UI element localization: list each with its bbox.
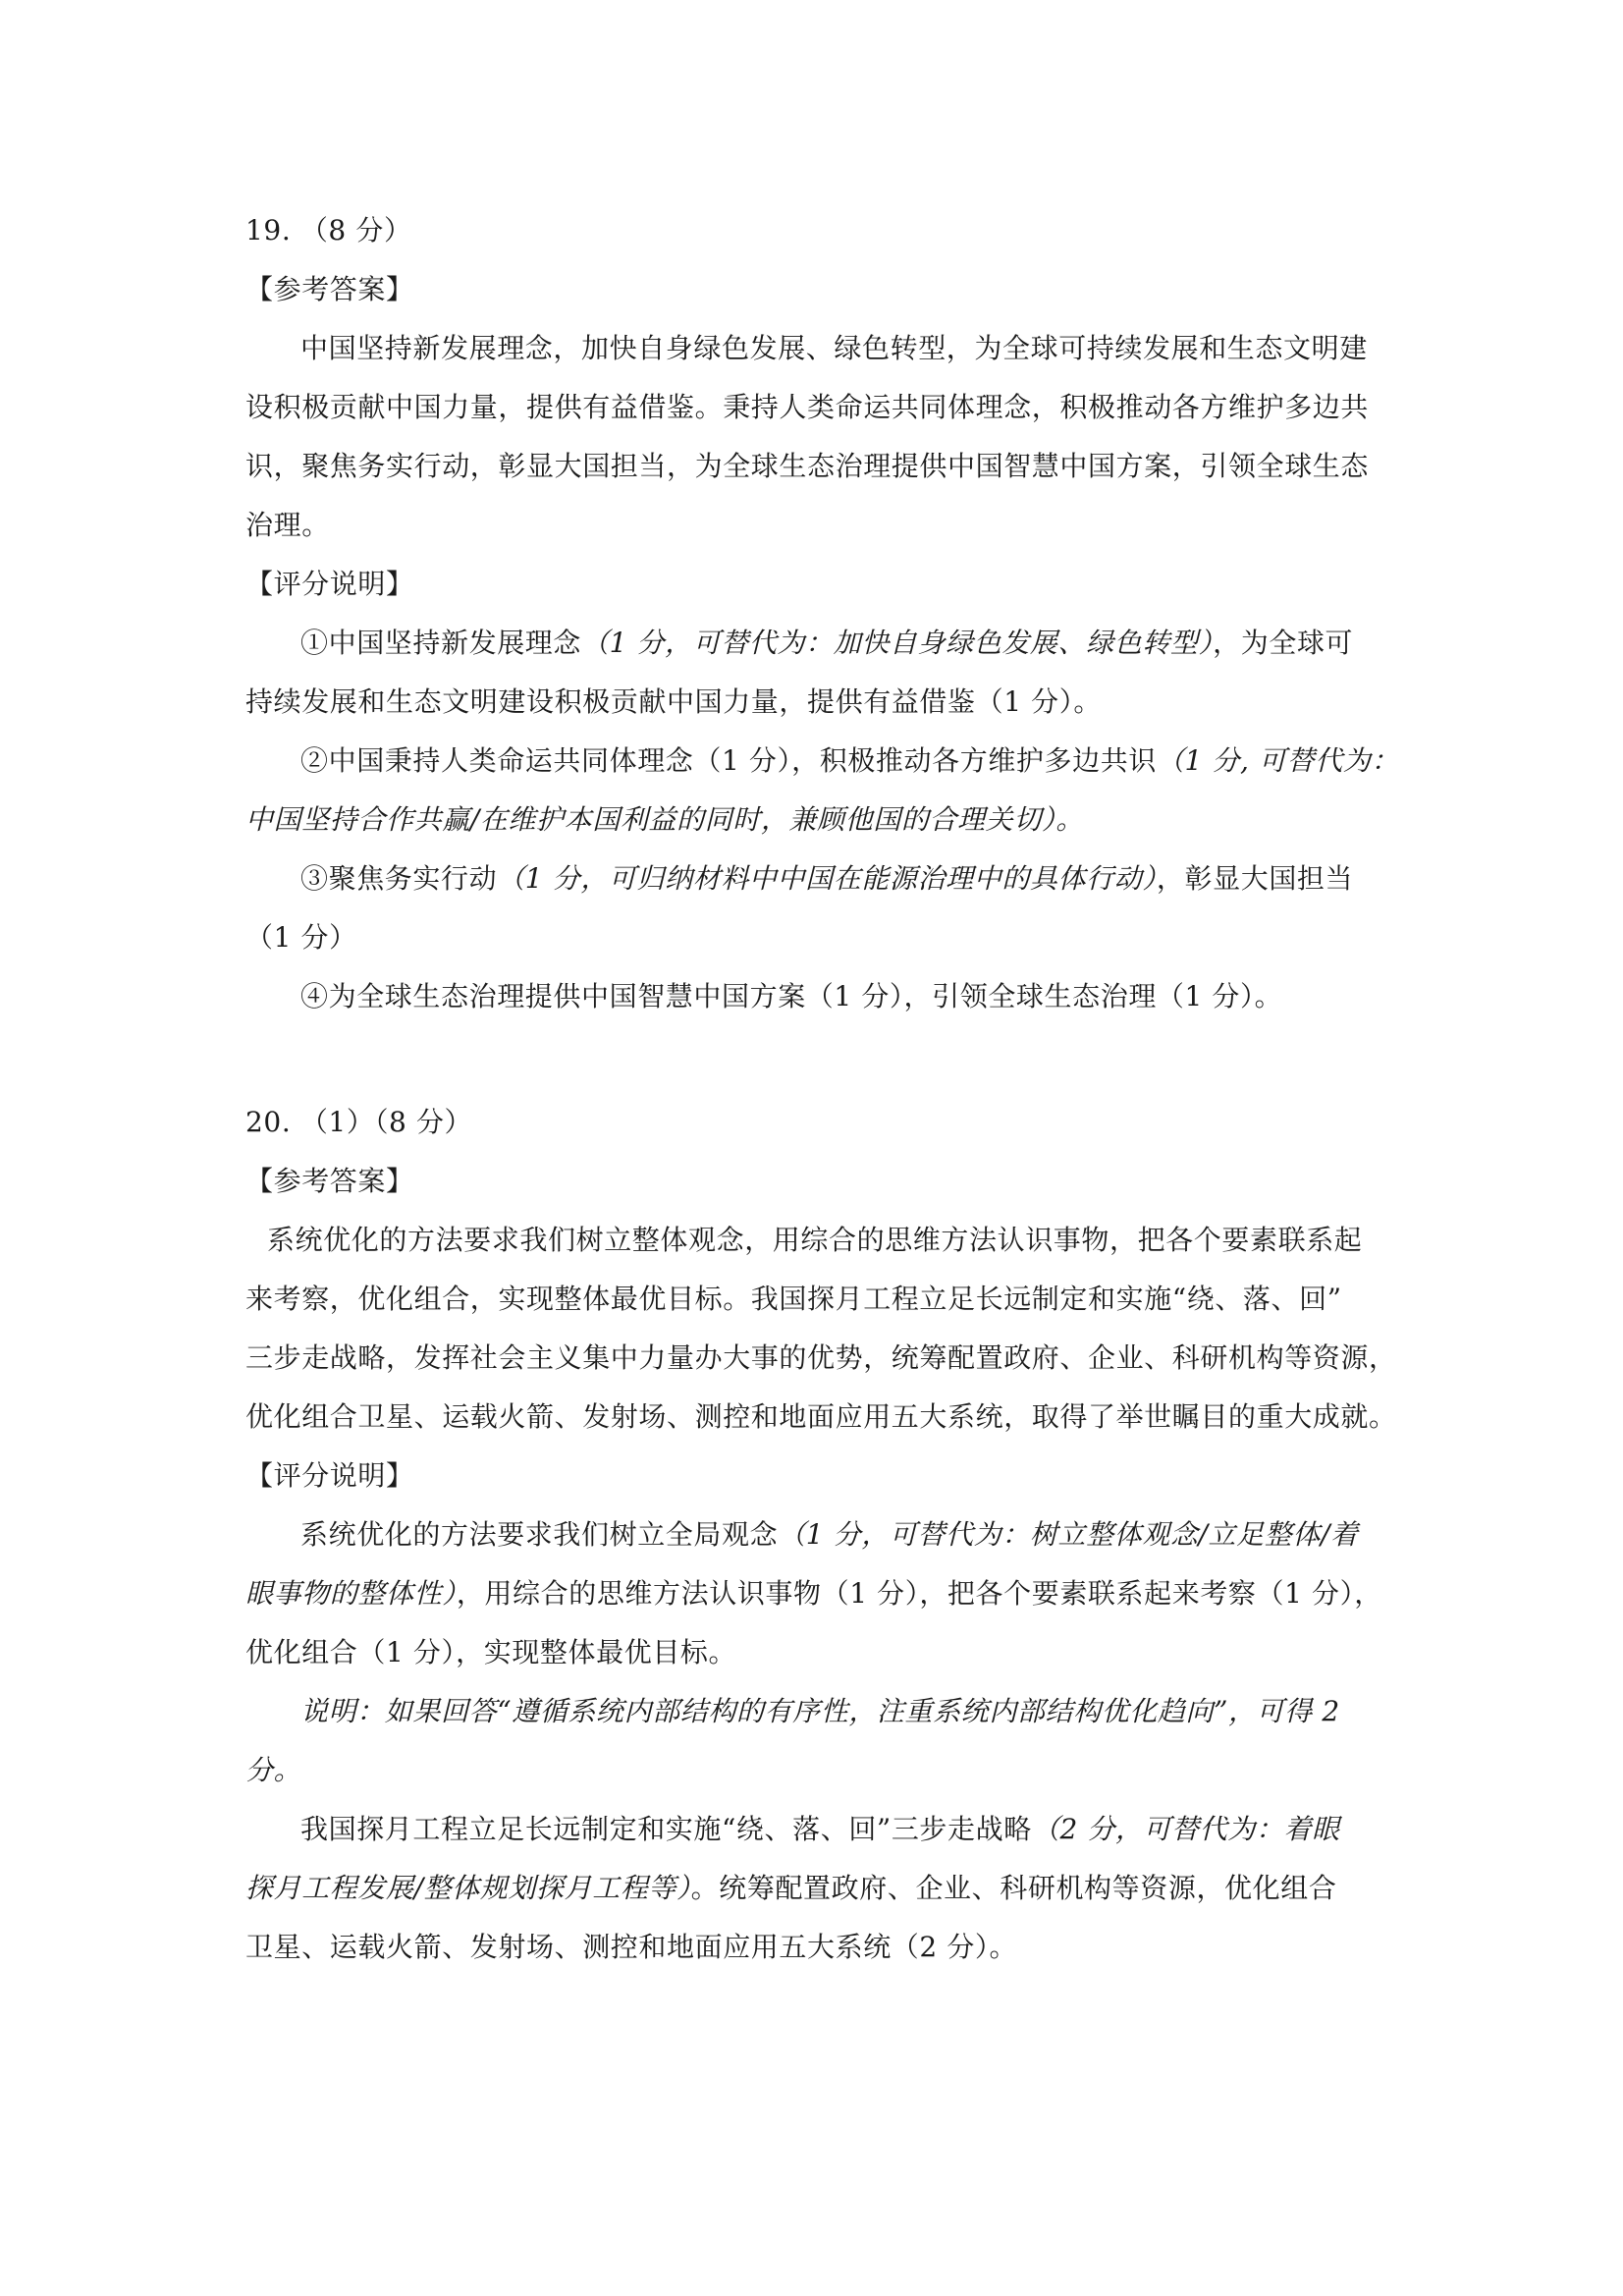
q20-scoring-para-1 [245,1505,1384,1564]
q19-answer-line: 治理。 [245,509,330,541]
q20-scoring-para-1-end: 优化组合（1 分），实现整体最优目标。 [245,1636,737,1668]
q19-scoring-item-3-cont: （1 分） [245,921,357,954]
q19-answer-line: 中国坚持新发展理念，加快自身绿色发展、绿色转型，为全球可持续发展和生态文明建 [300,332,1368,364]
q20-answer-label: 【参考答案】 [245,1165,414,1197]
q19-answer-label: 【参考答案】 [245,273,414,305]
q19-scoring-label: 【评分说明】 [245,568,414,600]
q19-s2-note: （1 分, 可替代为： [1156,744,1400,777]
q20-p1-text: 系统优化的方法要求我们树立全局观念 [300,1518,779,1551]
q19-s3-text-cont: ，彰显大国担当 [1156,862,1354,895]
q19-s1-text: ①中国坚持新发展理念 [300,627,582,659]
q19-s3-note: （1 分，可归纳材料中中国在能源治理中的具体行动） [497,862,1157,895]
q20-explanation: 说明：如果回答“遵循系统内部结构的有序性，注重系统内部结构优化趋向”，可得 2 [300,1695,1340,1727]
q20-p2-note-cont: 探月工程发展/整体规划探月工程等） [245,1872,691,1904]
q20-answer-line: 三步走战略，发挥社会主义集中力量办大事的优势，统筹配置政府、企业、科研机构等资源， [245,1341,1397,1374]
q20-answer-line: 系统优化的方法要求我们树立整体观念，用综合的思维方法认识事物，把各个要素联系起 [267,1224,1363,1256]
q20-answer-line: 来考察，优化组合，实现整体最优目标。我国探月工程立足长远制定和实施“绕、落、回” [245,1283,1342,1315]
q19-scoring-item-2 [245,732,1400,791]
q19-scoring-item-2-cont: 中国坚持合作共赢/在维护本国利益的同时，兼顾他国的合理关切）。 [245,803,1085,836]
q19-s1-note: （1 分，可替代为：加快自身绿色发展、绿色转型） [581,627,1214,659]
q19-scoring-item-1-cont: 持续发展和生态文明建设积极贡献中国力量，提供有益借鉴（1 分）。 [245,685,1102,718]
q20-p2-note: （2 分，可替代为：着眼 [1031,1813,1340,1845]
section-gap [245,1026,1384,1093]
q19-s1-text-cont: ，为全球可 [1213,627,1354,659]
q20-p2-text-cont: 。统筹配置政府、企业、科研机构等资源，优化组合 [690,1872,1337,1904]
q20-header: 20. （1）（8 分） [245,1106,473,1138]
q20-p2-text: 我国探月工程立足长远制定和实施“绕、落、回”三步走战略 [300,1813,1032,1845]
q20-p1-note: （1 分，可替代为：树立整体观念/立足整体/着 [778,1518,1359,1551]
q19-answer-line: 识，聚焦务实行动，彰显大国担当，为全球生态治理提供中国智慧中国方案，引领全球生态 [245,450,1370,482]
q20-explanation-cont: 分。 [245,1754,302,1786]
document-page [245,201,1400,1977]
q20-scoring-para-1-cont [245,1564,1384,1623]
q20-p1-text-cont: ，用综合的思维方法认识事物（1 分），把各个要素联系起来考察（1 分）， [456,1577,1382,1610]
q19-scoring-item-4: ④为全球生态治理提供中国智慧中国方案（1 分），引领全球生态治理（1 分）。 [300,980,1283,1012]
q19-scoring-item-3 [245,849,1384,908]
q20-answer-line: 优化组合卫星、运载火箭、发射场、测控和地面应用五大系统，取得了举世瞩目的重大成就。 [245,1400,1397,1433]
q19-scoring-item-1 [245,614,1384,673]
q20-scoring-para-2-end: 卫星、运载火箭、发射场、测控和地面应用五大系统（2 分）。 [245,1931,1018,1963]
q20-scoring-para-2-cont [245,1859,1384,1918]
q19-s3-text: ③聚焦务实行动 [300,862,498,895]
q20-p1-note-cont: 眼事物的整体性） [245,1577,457,1610]
q20-scoring-label: 【评分说明】 [245,1459,414,1492]
q19-answer-line: 设积极贡献中国力量，提供有益借鉴。秉持人类命运共同体理念，积极推动各方维护多边共 [245,391,1370,423]
q19-header: 19. （8 分） [245,214,412,246]
q20-scoring-para-2 [245,1800,1384,1859]
q19-s2-text: ②中国秉持人类命运共同体理念（1 分），积极推动各方维护多边共识 [300,744,1157,777]
